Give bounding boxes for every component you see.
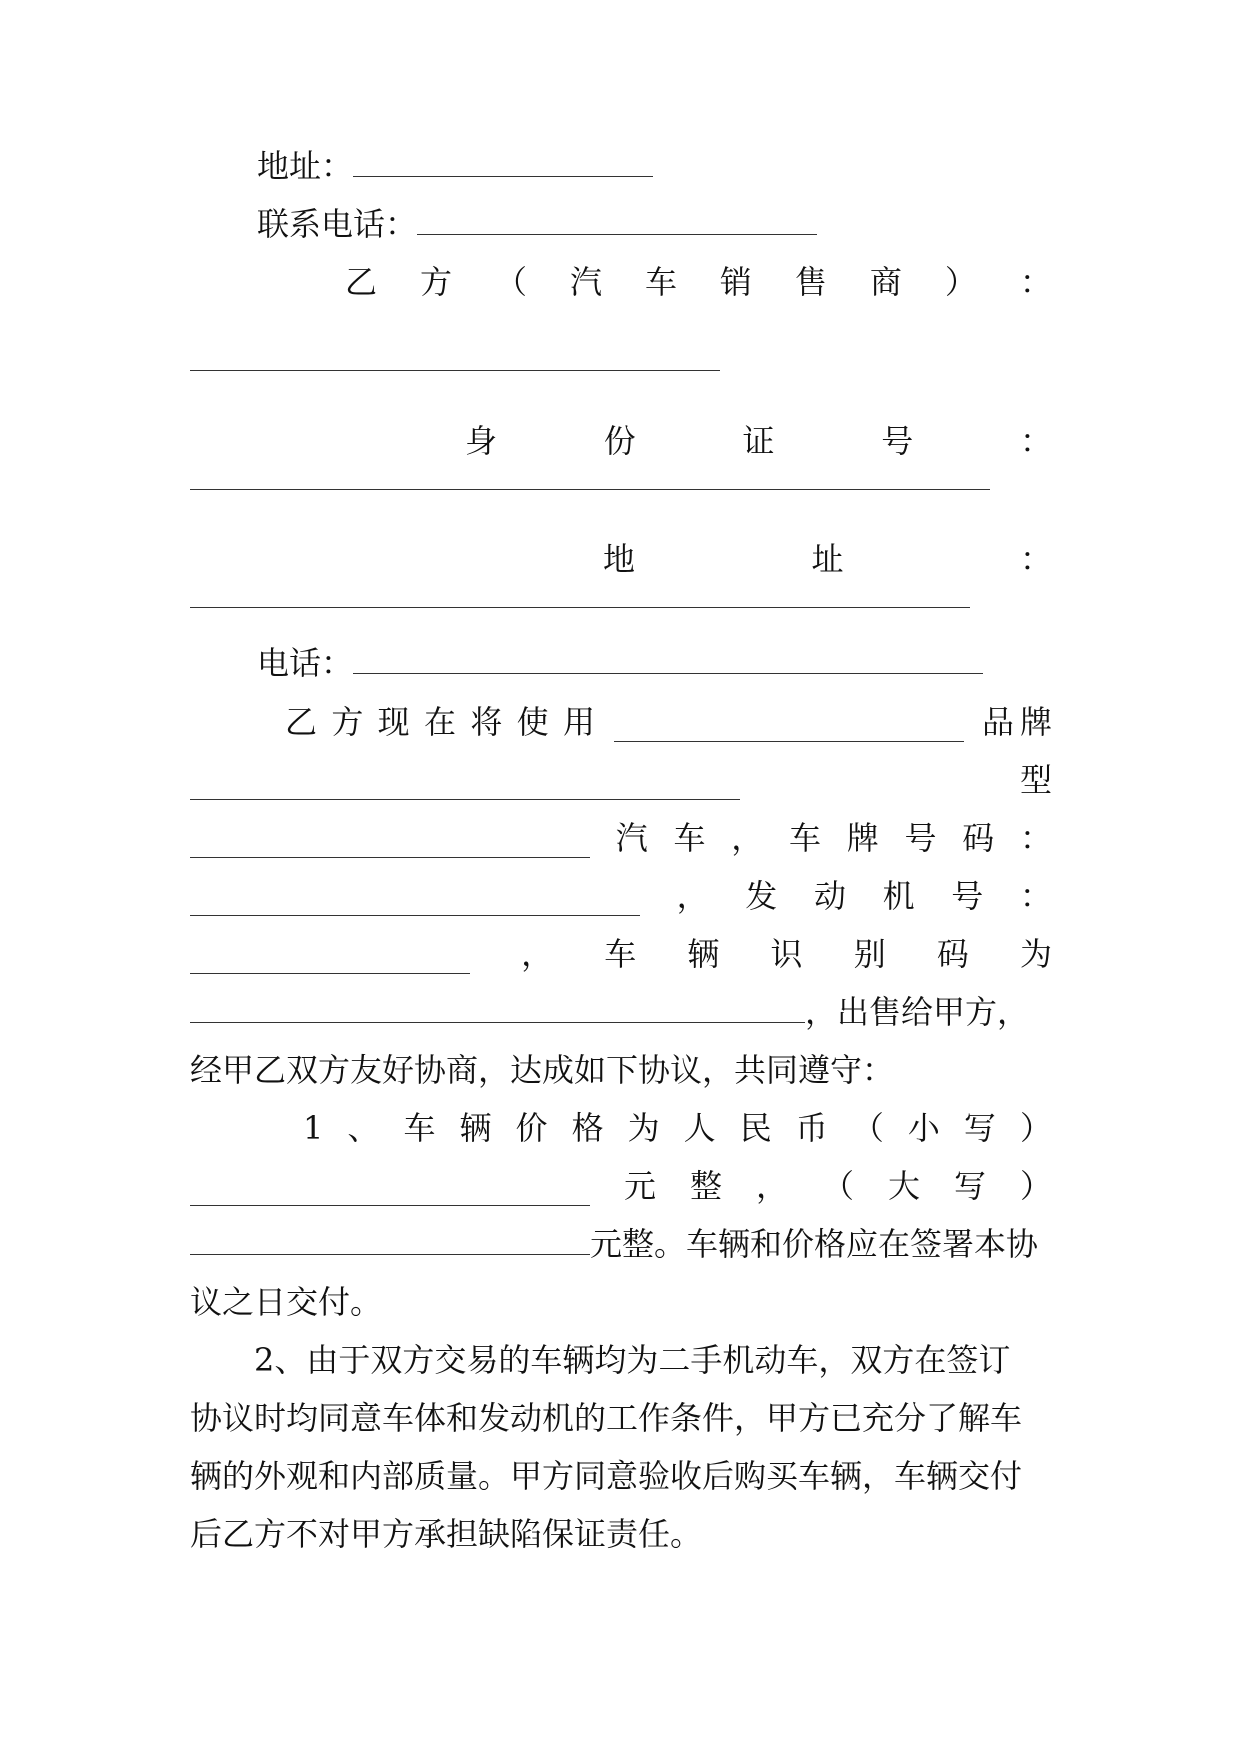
sold-line [190, 983, 1052, 1041]
char: 写 [963, 1109, 996, 1147]
char: 辆 [459, 1109, 492, 1147]
model-label: 型 [1019, 761, 1052, 799]
plate-number-blank[interactable] [190, 877, 640, 916]
party-b-address-line [603, 530, 1052, 588]
char: 身 [465, 422, 498, 460]
char: 识 [770, 935, 803, 973]
char: ， [755, 1167, 788, 1205]
char: 在 [423, 703, 456, 741]
clause1-line3 [190, 1215, 1052, 1273]
char: 车 [788, 819, 821, 857]
char: 别 [853, 935, 886, 973]
char: 乙 [285, 703, 318, 741]
char: 号 [904, 819, 937, 857]
party-b-id-line [465, 412, 1052, 470]
vin-blank[interactable] [190, 984, 805, 1023]
clause1-line4-text: 议之日交付。 [190, 1283, 383, 1321]
char: 1 [303, 1109, 324, 1147]
clause2-line1-text: 2、由于双方交易的车辆均为二手机动车，双方在签订 [254, 1341, 1011, 1379]
char: 格 [571, 1109, 604, 1147]
clause2-line3 [190, 1447, 1052, 1505]
engine-line [190, 867, 1052, 925]
char: 机 [882, 877, 915, 915]
party-b-phone-blank[interactable] [353, 635, 983, 674]
party-a-phone-line [190, 195, 1052, 253]
clause2-line4-text: 后乙方不对甲方承担缺陷保证责任。 [190, 1515, 703, 1553]
char: 现 [377, 703, 410, 741]
party-b-name-blank[interactable] [190, 370, 720, 371]
party-a-phone-blank[interactable] [417, 196, 817, 235]
char: 为 [1019, 935, 1052, 973]
char: 乙 [345, 263, 378, 301]
vehicle-type-blank[interactable] [190, 819, 590, 858]
plate-line [190, 809, 1052, 867]
char: 品 [982, 703, 1015, 741]
price-upper-blank[interactable] [190, 1216, 590, 1255]
clause1-line3-text: 元整。车辆和价格应在签署本协 [590, 1225, 1039, 1263]
char: 证 [742, 422, 775, 460]
party-a-address-line [190, 137, 1052, 195]
char: 大 [887, 1167, 920, 1205]
char: ： [1019, 877, 1052, 915]
char: ： [1019, 263, 1052, 301]
char: 销 [719, 263, 752, 301]
clause2-line2-text: 协议时均同意车体和发动机的工作条件，甲方已充分了解车 [190, 1399, 1023, 1437]
clause2-line4 [190, 1505, 1052, 1563]
party-b-address-blank[interactable] [190, 607, 970, 608]
party-b-title-line [345, 253, 1052, 311]
char: 车 [673, 819, 706, 857]
party-b-id-blank[interactable] [190, 489, 990, 490]
clause1-line1 [303, 1099, 1052, 1157]
char: 车 [604, 935, 637, 973]
char: 将 [470, 703, 503, 741]
char: ， [521, 935, 554, 973]
char: 牌 [1019, 703, 1052, 741]
char: 币 [795, 1109, 828, 1147]
char: 元 [623, 1167, 656, 1205]
char: ） [1019, 1167, 1052, 1205]
char: 小 [907, 1109, 940, 1147]
char: 为 [627, 1109, 660, 1147]
agreement-line [190, 1041, 1052, 1099]
price-lower-blank[interactable] [190, 1167, 590, 1206]
clause2-line1 [190, 1331, 1052, 1389]
char: 码 [936, 935, 969, 973]
char: 份 [603, 422, 636, 460]
char: ） [944, 263, 977, 301]
char: （ [851, 1109, 884, 1147]
clause1-line4 [190, 1273, 1052, 1331]
engine-number-blank[interactable] [190, 935, 470, 974]
char: 方 [419, 263, 452, 301]
agreement-text: 经甲乙双方友好协商，达成如下协议，共同遵守： [190, 1051, 895, 1089]
vin-line [190, 925, 1052, 983]
char: （ [494, 263, 527, 301]
char: ： [1019, 422, 1052, 460]
char: 整 [689, 1167, 722, 1205]
char: 使 [516, 703, 549, 741]
char: 人 [683, 1109, 716, 1147]
char: 汽 [569, 263, 602, 301]
char: 商 [869, 263, 902, 301]
char: ： [1019, 819, 1052, 857]
brand-group [982, 693, 1052, 751]
vehicle-intro-line [190, 693, 1052, 751]
char: 发 [745, 877, 778, 915]
char: 车 [403, 1109, 436, 1147]
char: 动 [813, 877, 846, 915]
char: ） [1019, 1109, 1052, 1147]
char: 用 [562, 703, 595, 741]
clause2-line3-text: 辆的外观和内部质量。甲方同意验收后购买车辆，车辆交付 [190, 1457, 1023, 1495]
char: ， [731, 819, 764, 857]
char: 方 [331, 703, 364, 741]
party-a-address-label: 地址： [257, 147, 354, 185]
char: 牌 [846, 819, 879, 857]
char: 汽 [615, 819, 648, 857]
char: 地 [603, 540, 636, 578]
brand-blank[interactable] [614, 703, 964, 742]
char: 价 [515, 1109, 548, 1147]
char: 、 [347, 1109, 380, 1147]
char: 写 [953, 1167, 986, 1205]
char: 售 [794, 263, 827, 301]
clause2-line2 [190, 1389, 1052, 1447]
party-b-phone-line [190, 634, 1052, 692]
char: （ [821, 1167, 854, 1205]
intro-group [285, 693, 595, 751]
char: 号 [881, 422, 914, 460]
sold-text: ，出售给甲方， [805, 993, 1030, 1031]
char: ： [1019, 540, 1052, 578]
clause1-line2 [190, 1157, 1052, 1215]
party-a-phone-label: 联系电话： [257, 205, 418, 243]
char: 号 [951, 877, 984, 915]
char: ， [676, 877, 709, 915]
char: 址 [811, 540, 844, 578]
char: 辆 [687, 935, 720, 973]
party-a-address-blank[interactable] [353, 138, 653, 177]
char: 码 [962, 819, 995, 857]
party-b-phone-label: 电话： [257, 644, 354, 682]
model-blank[interactable] [190, 761, 740, 800]
char: 车 [644, 263, 677, 301]
char: 民 [739, 1109, 772, 1147]
model-line [190, 751, 1052, 809]
